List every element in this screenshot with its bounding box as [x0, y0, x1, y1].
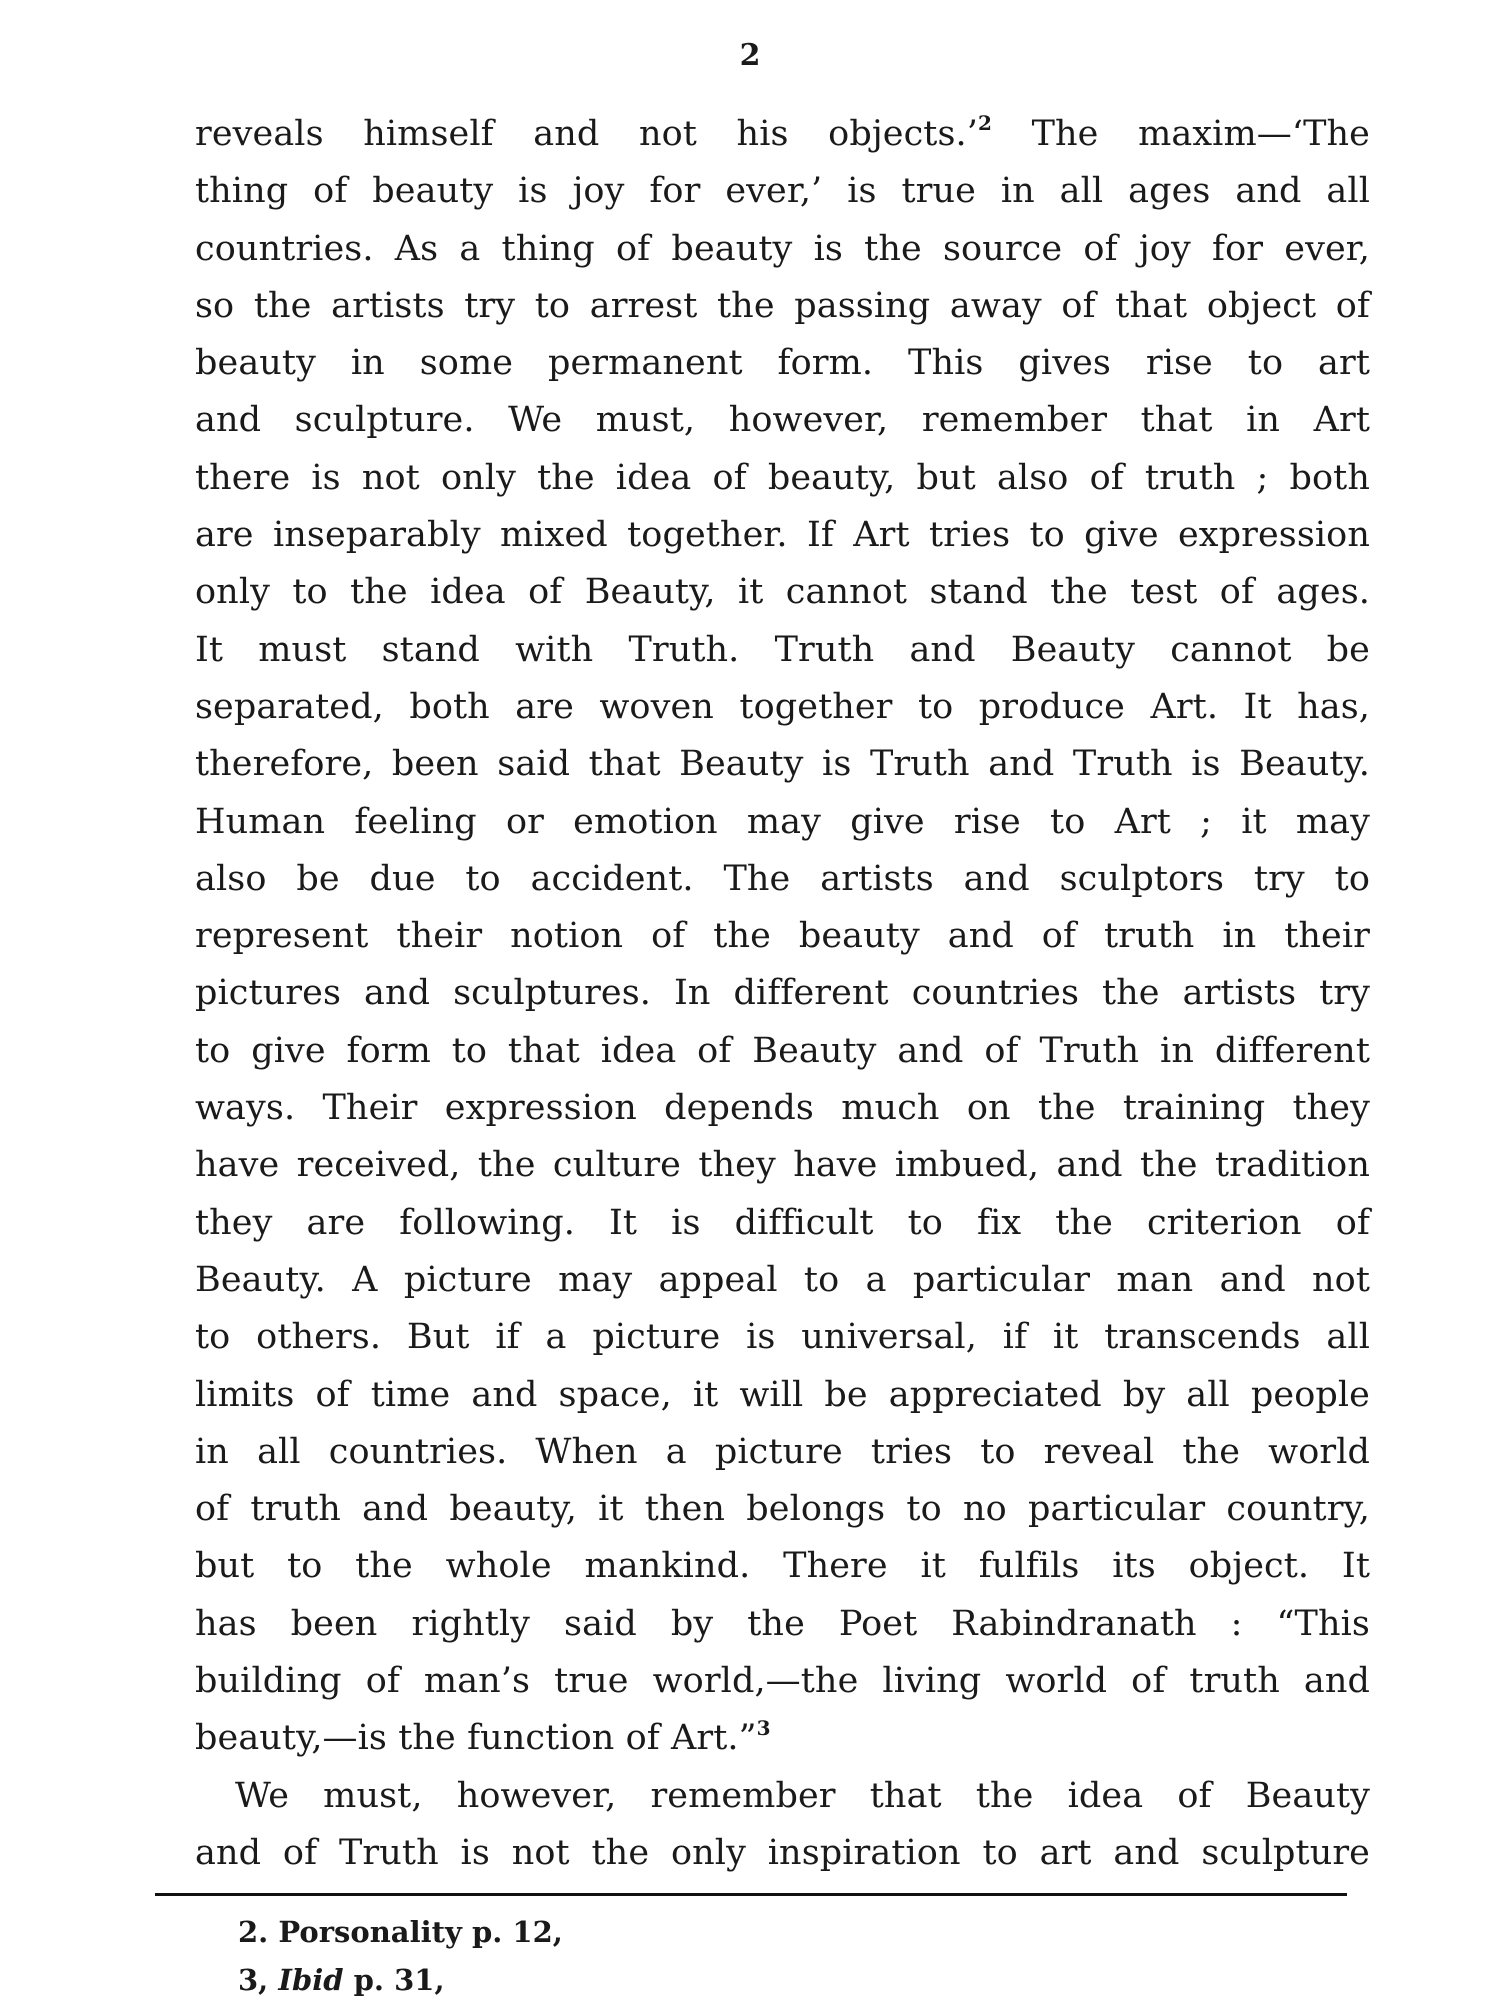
text-line: ways. Their expression depends much on the training they: [195, 1088, 1370, 1129]
text-line: limits of time and space, it will be appreciated by all people: [195, 1374, 1370, 1415]
footnote-item: [238, 1956, 563, 2004]
page-number: 2: [739, 38, 761, 73]
text-line: beauty,—is the function of Art.”$^3$: [195, 1715, 771, 1759]
text-line: countries. As a thing of beauty is the source of joy for ever,: [195, 228, 1370, 269]
footnote-ref: 3: [756, 1715, 771, 1740]
footnote-text: Porsonality p. 12,: [278, 1915, 563, 1949]
text-line: they are following. It is difficult to fix the criterion of: [195, 1202, 1370, 1243]
text-line: and sculpture. We must, however, remember that in Art: [195, 400, 1370, 441]
text-line: only to the idea of Beauty, it cannot stand the test of ages.: [195, 572, 1370, 613]
text-line: pictures and sculptures. In different countries the artists try: [195, 973, 1370, 1014]
text-line: We must, however, remember that the idea of Beauty: [235, 1775, 1370, 1816]
text-line: building of man’s true world,—the living world of truth and: [195, 1661, 1370, 1702]
text-line: there is not only the idea of beauty, but also of truth ; both: [195, 457, 1370, 498]
text-line: Beauty. A picture may appeal to a particular man and not: [195, 1259, 1370, 1300]
text-line: have received, the culture they have imbued, and the tradition: [195, 1145, 1370, 1186]
text-line: It must stand with Truth. Truth and Beauty cannot be: [195, 629, 1370, 670]
text-line: but to the whole mankind. There it fulfils its object. It: [195, 1546, 1370, 1587]
footnote-item: [238, 1908, 563, 1956]
text-line: reveals himself and not his objects.’$^2$ The maxim—‘The: [195, 111, 1370, 154]
text-line: are inseparably mixed together. If Art tries to give expression: [195, 515, 1370, 556]
text-line: separated, both are woven together to produce Art. It has,: [195, 686, 1370, 727]
footnote-ref: 2: [977, 111, 992, 136]
body-text: [195, 106, 1370, 1882]
text-line: to give form to that idea of Beauty and of Truth in different: [195, 1030, 1370, 1071]
text-line: in all countries. When a picture tries to reveal the world: [195, 1431, 1370, 1472]
footnote-divider: [155, 1893, 1347, 1896]
text-line: and of Truth is not the only inspiration to art and sculpture: [195, 1832, 1370, 1873]
footnote-text: p. 31,: [343, 1963, 445, 1997]
text-line: so the artists try to arrest the passing away of that object of: [195, 285, 1370, 326]
footnote-number: 3,: [238, 1963, 269, 1997]
text-line: to others. But if a picture is universal, if it transcends all: [195, 1317, 1370, 1358]
text-line: represent their notion of the beauty and of truth in their: [195, 916, 1370, 957]
footnote-number: 2.: [238, 1915, 269, 1949]
text-line: also be due to accident. The artists and sculptors try to: [195, 858, 1370, 899]
footnote-italic-text: Ibid: [278, 1963, 344, 1997]
text-line: of truth and beauty, it then belongs to no particular country,: [195, 1489, 1370, 1530]
text-line: thing of beauty is joy for ever,’ is true in all ages and all: [195, 171, 1370, 212]
text-line: therefore, been said that Beauty is Truth and Truth is Beauty.: [195, 744, 1370, 785]
text-line: beauty in some permanent form. This gives rise to art: [195, 343, 1370, 384]
footnotes: [238, 1908, 563, 2004]
text-line: Human feeling or emotion may give rise to Art ; it may: [195, 801, 1370, 842]
text-line: has been rightly said by the Poet Rabindranath : “This: [195, 1603, 1370, 1644]
